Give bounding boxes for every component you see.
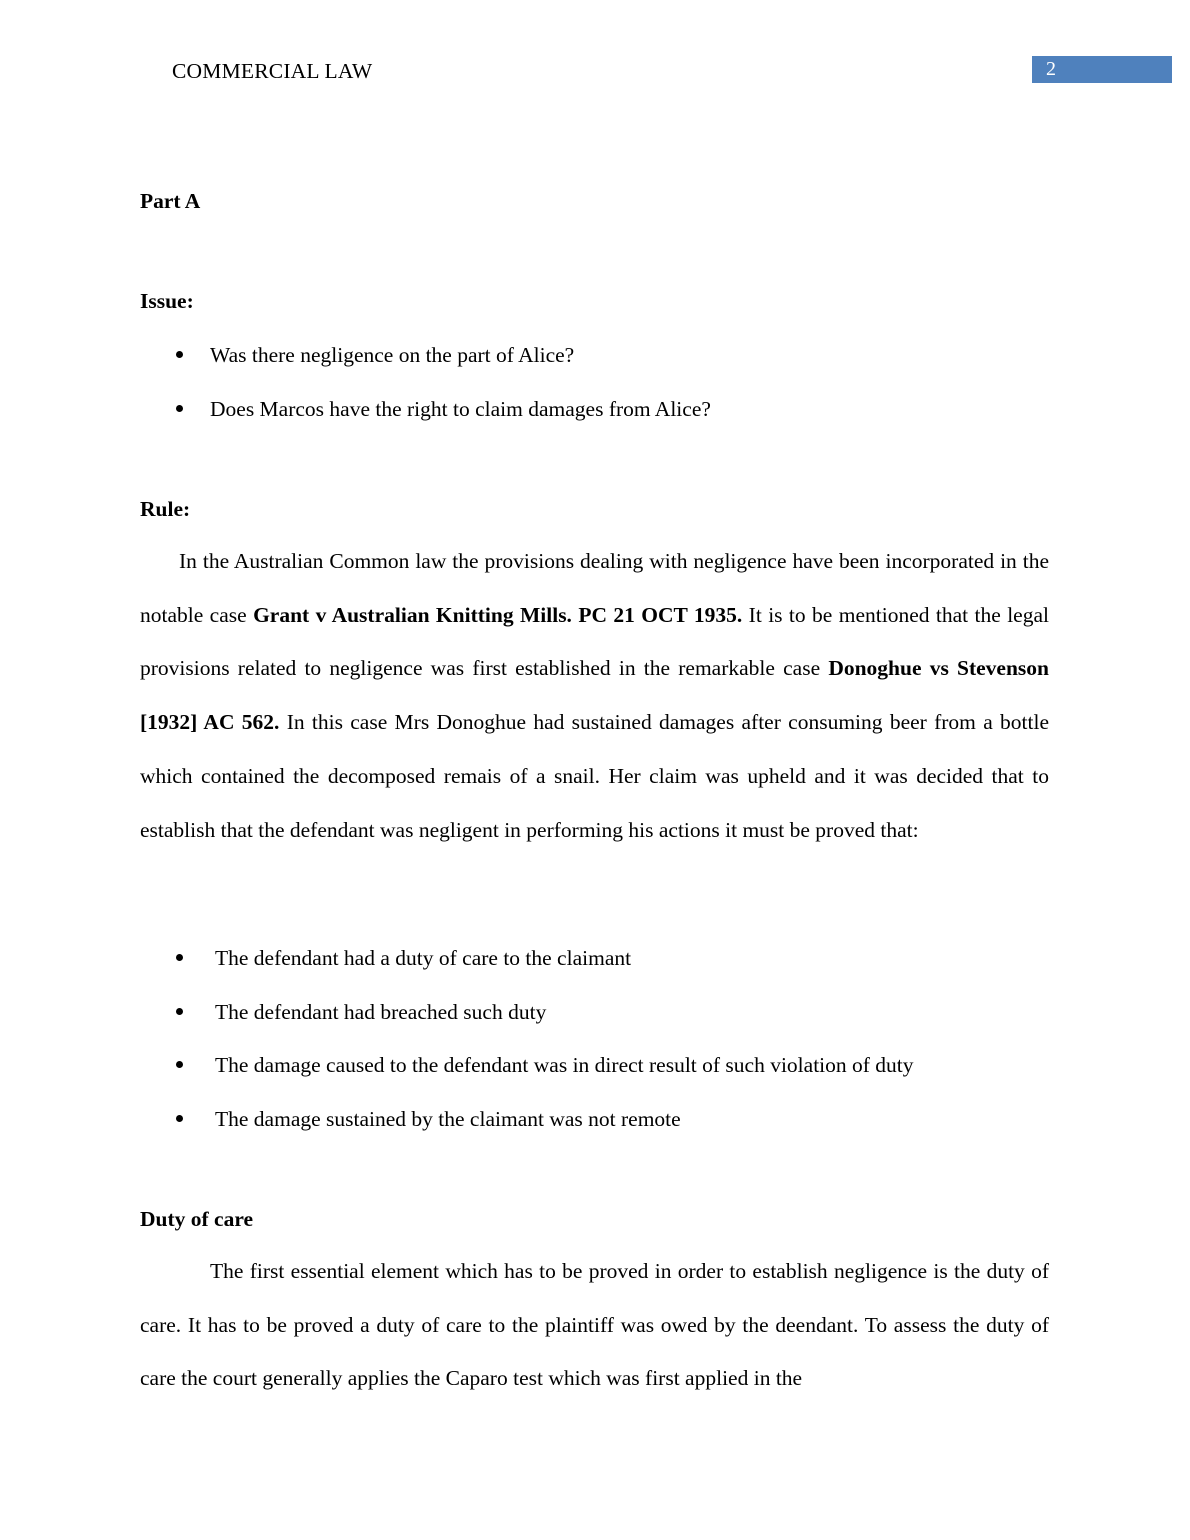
negligence-elements-list [140,944,1050,1159]
issue-item-text: Was there negligence on the part of Alice? [210,343,575,367]
page-number: 2 [1046,58,1056,80]
bullet-icon [176,954,183,961]
issue-list [140,341,1050,449]
issue-item-text: Does Marcos have the right to claim damages from Alice? [210,397,711,421]
part-a-heading: Part A [140,189,201,213]
bullet-icon [176,1061,183,1068]
issue-heading: Issue: [140,289,194,313]
rule-paragraph [140,535,1049,857]
running-header-title: COMMERCIAL LAW [172,59,373,83]
element-text: The damage sustained by the claimant was not remote [215,1107,681,1132]
case-citation-grant: Grant v Australian Knitting Mills. PC 21 OCT 1935. [253,602,743,627]
duty-of-care-paragraph: The first essential element which has to be proved in order to establish negligence is the duty of care. It has to be proved a duty of care to the plaintiff was owed by the deendant. To assess the duty of care the court generally applies the Caparo test which was first applied in the [140,1259,1049,1391]
element-text: The defendant had a duty of care to the claimant [215,946,632,970]
rule-text-2: It is to be mentioned that the legal provisions related to negligence was first established in the remarkable case [140,602,1049,681]
list-item [140,944,1050,998]
list-item [140,395,1050,449]
rule-text-3: In this case Mrs Donoghue had sustained damages after consuming beer from a bottle which contained the decomposed remais of a snail. Her claim was upheld and it was decided that to establish that the defendant was negligent in performing his actions it must be proved that: [140,710,1049,842]
list-item [140,1051,1050,1105]
page-number-badge [1032,56,1172,83]
case-citation-donoghue: Donoghue vs Stevenson [1932] AC 562. [140,656,1049,735]
list-item [140,998,1050,1052]
list-item [140,341,1050,395]
rule-text-1: In the Australian Common law the provisions dealing with negligence have been incorporated in the notable case [140,549,1049,627]
bullet-icon [176,405,183,412]
bullet-icon [176,1008,183,1015]
bullet-icon [176,351,183,358]
element-text: The defendant had breached such duty [215,999,547,1024]
rule-heading: Rule: [140,497,191,521]
duty-of-care-heading: Duty of care [140,1207,254,1231]
bullet-icon [176,1115,183,1122]
list-item [140,1105,1050,1159]
element-text: The damage caused to the defendant was in direct result of such violation of duty [215,1053,914,1078]
